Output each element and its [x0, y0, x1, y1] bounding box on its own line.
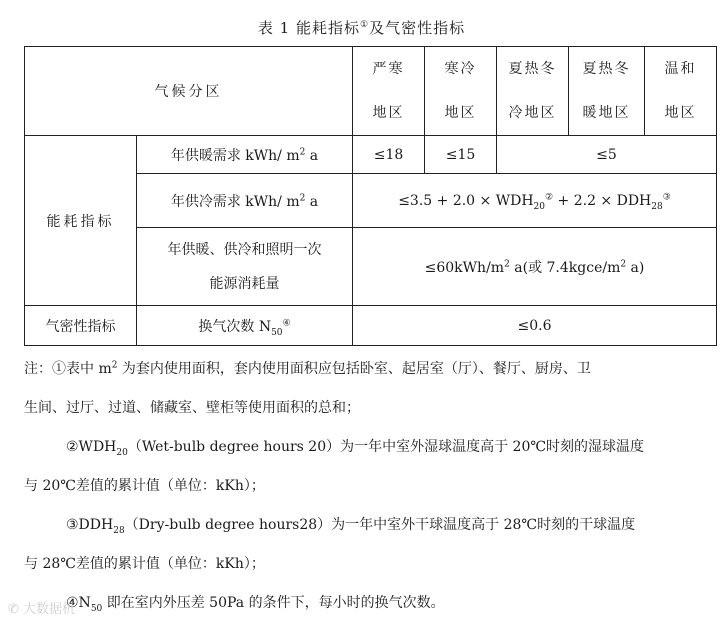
airtightness-indicator-label: 气密性指标 — [25, 306, 137, 346]
note-2-continued: 与 20℃差值的累计值（单位：kKh）； — [24, 478, 265, 494]
zone-cold: 寒冷 地区 — [425, 47, 497, 136]
note-1-continued: 生间、过厅、过道、储藏室、壁柜等使用面积的总和； — [24, 400, 360, 416]
heating-demand-row — [25, 136, 717, 174]
note-1: 注：①表中 $m^2$ 为套内使用面积，套内使用面积应包括卧室、起居室（厅）、餐厅、厨房、卫 — [24, 360, 591, 377]
table-title: 表 1 能耗指标①及气密性指标 — [257, 19, 466, 37]
title-footnote-mark: ① — [360, 20, 370, 30]
heating-severe-cold-value: ≤18 — [353, 136, 425, 174]
airtightness-row — [25, 306, 717, 346]
heating-demand-label: 年供暖需求 kWh/ $m^2$ a — [137, 136, 353, 174]
table-header-row — [25, 47, 717, 136]
energy-indicator-label: 能耗指标 — [25, 136, 137, 306]
heating-other-zones-value: ≤5 — [497, 136, 717, 174]
energy-airtightness-table — [24, 46, 717, 346]
zone-hot-summer-warm-winter: 夏热冬 暖地区 — [569, 47, 645, 136]
watermark-logo-icon: ✆ — [8, 602, 24, 617]
climate-zone-header: 气候分区 — [25, 47, 353, 136]
primary-energy-value: $\le 60kWh/m^2$ a(或 $7.4kgce/m^2$ a) — [353, 228, 717, 306]
zone-mild: 温和 地区 — [645, 47, 717, 136]
air-change-rate-value: ≤0.6 — [353, 306, 717, 346]
zone-severe-cold: 严寒 地区 — [353, 47, 425, 136]
note-3-continued: 与 28℃差值的累计值（单位：kKh）； — [24, 556, 265, 572]
cooling-demand-label: 年供冷需求 kWh/ $m^2$ a — [137, 174, 353, 228]
zone-hot-summer-cold-winter: 夏热冬 冷地区 — [497, 47, 569, 136]
note-4: $④N_{50}$ 即在室内外压差 50Pa 的条件下，每小时的换气次数。 — [66, 595, 445, 614]
air-change-rate-label: 换气次数 $N_{50}^④$ — [137, 306, 353, 346]
table-notes — [24, 350, 714, 623]
cooling-demand-formula: $\le 3.5 + 2.0 \times WDH_{20}^② + 2.2 \times DDH_{28}^③$ — [353, 174, 717, 228]
primary-energy-label: 年供暖、供冷和照明一次 能源消耗量 — [137, 228, 353, 306]
note-3: $③DDH_{28}(Dry$-bulb degree hours28）为一年中室外干球温度高于 28℃时刻的干球温度 — [66, 517, 636, 536]
heating-cold-value: ≤15 — [425, 136, 497, 174]
watermark: ✆ 大数据机 — [8, 602, 76, 617]
note-2: $②WDH_{20}(Wet$-bulb degree hours 20）为一年中室外湿球温度高于 20℃时刻的湿球温度 — [66, 439, 645, 458]
